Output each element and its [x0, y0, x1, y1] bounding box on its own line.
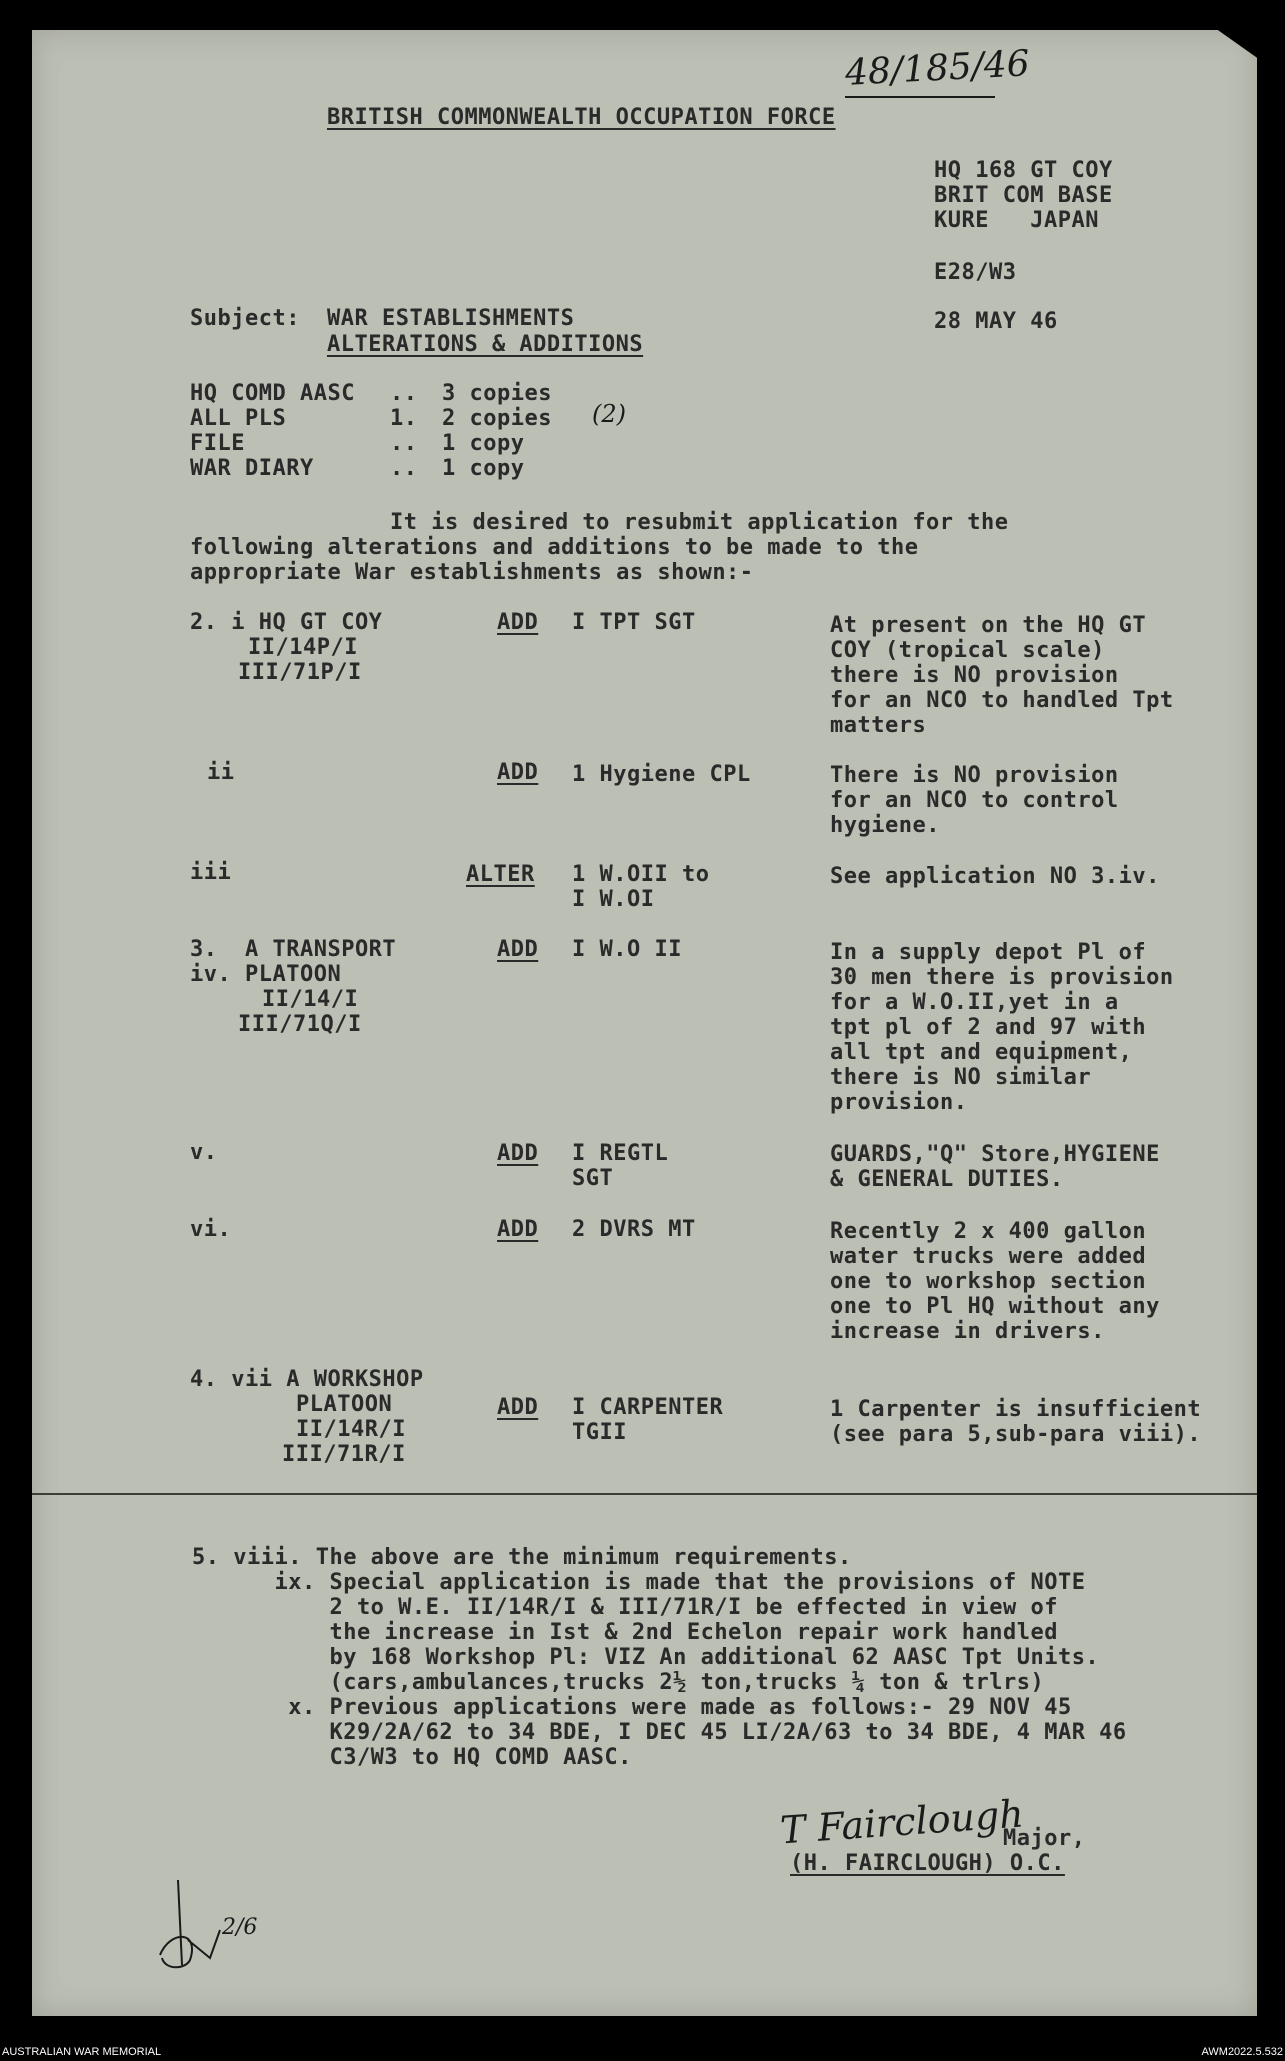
signatory-name: (H. FAIRCLOUGH) O.C. [790, 1851, 1065, 1876]
item-reference: II/14R/I [296, 1417, 406, 1442]
item-reason: increase in drivers. [830, 1319, 1105, 1344]
item-reference: vi. [190, 1217, 232, 1242]
item-reason: water trucks were added [830, 1244, 1147, 1269]
fold-line [32, 1493, 1257, 1495]
item-detail: 2 DVRS MT [572, 1217, 696, 1242]
item-detail: 1 Hygiene CPL [572, 762, 751, 787]
item-reason: hygiene. [830, 813, 940, 838]
item-detail: I REGTL [572, 1141, 669, 1166]
handwritten-signature: T Fairclough [778, 1791, 1026, 1853]
paragraph-5-line: by 168 Workshop Pl: VIZ An additional 62 AASC Tpt Units. [192, 1645, 1100, 1670]
paragraph-5-line: ix. Special application is made that the provisions of NOTE [192, 1570, 1086, 1595]
signatory-rank: Major, [1003, 1826, 1086, 1851]
item-reason: there is NO similar [830, 1065, 1092, 1090]
paragraph-5-line: the increase in Ist & 2nd Echelon repair work handled [192, 1620, 1058, 1645]
unit-address-line: BRIT COM BASE [934, 183, 1113, 208]
item-detail: I W.OI [572, 887, 655, 912]
item-reason: tpt pl of 2 and 97 with [830, 1015, 1147, 1040]
item-detail: SGT [572, 1166, 614, 1191]
item-reference: iv. PLATOON [190, 962, 342, 987]
item-reason: At present on the HQ GT [830, 613, 1147, 638]
item-reason: one to Pl HQ without any [830, 1294, 1160, 1319]
item-reason: provision. [830, 1090, 968, 1115]
item-reason: for an NCO to control [830, 788, 1119, 813]
subject-line: ALTERATIONS & ADDITIONS [327, 332, 644, 357]
unit-address-line: HQ 168 GT COY [934, 158, 1113, 183]
item-reason: 30 men there is provision [830, 965, 1174, 990]
distribution-separator: 1. [390, 406, 418, 431]
distribution-copies: 3 copies [442, 381, 552, 406]
distribution-separator: .. [390, 381, 418, 406]
distribution-recipient: HQ COMD AASC [190, 381, 355, 406]
item-reason: 1 Carpenter is insufficient [830, 1397, 1202, 1422]
subject-line: WAR ESTABLISHMENTS [327, 306, 575, 331]
item-reference: III/71Q/I [238, 1012, 362, 1037]
item-detail: I TPT SGT [572, 610, 696, 635]
distribution-separator: .. [390, 431, 418, 456]
item-detail: I CARPENTER [572, 1395, 724, 1420]
footer-accession-number: AWM2022.5.532 [1201, 2046, 1283, 2058]
item-reason: matters [830, 713, 927, 738]
item-reason: for a W.O.II,yet in a [830, 990, 1119, 1015]
item-reference: II/14/I [262, 987, 359, 1012]
paragraph-5-line: 2 to W.E. II/14R/I & III/71R/I be effected in view of [192, 1595, 1058, 1620]
item-reference: 2. i HQ GT COY [190, 610, 383, 635]
document-title: BRITISH COMMONWEALTH OCCUPATION FORCE [327, 105, 836, 130]
intro-text: following alterations and additions to be made to the [190, 535, 919, 560]
footer-institution: AUSTRALIAN WAR MEMORIAL [2, 2046, 162, 2058]
item-reference: 4. vii A WORKSHOP [190, 1367, 424, 1392]
distribution-recipient: ALL PLS [190, 406, 287, 431]
item-reason: (see para 5,sub-para viii). [830, 1422, 1202, 1447]
item-reference: 3. A TRANSPORT [190, 937, 397, 962]
distribution-copies: 2 copies [442, 406, 552, 431]
item-detail: 1 W.OII to [572, 862, 710, 887]
file-reference-underline [845, 96, 995, 98]
item-detail: TGII [572, 1420, 627, 1445]
item-reason: COY (tropical scale) [830, 638, 1105, 663]
paragraph-5-line: x. Previous applications were made as follows:- 29 NOV 45 [192, 1695, 1072, 1720]
intro-text: appropriate War establishments as shown:- [190, 560, 754, 585]
paragraph-5-line: C3/W3 to HQ COMD AASC. [192, 1745, 632, 1770]
item-reference: III/71R/I [282, 1442, 406, 1467]
item-action: ADD [497, 760, 539, 785]
item-action: ADD [497, 1395, 539, 1420]
distribution-copies: 1 copy [442, 431, 525, 456]
distribution-recipient: WAR DIARY [190, 456, 314, 481]
handwritten-file-reference: 48/185/46 [844, 43, 1031, 94]
handwritten-initials: 2/6 [222, 1915, 258, 1940]
distribution-copies: 1 copy [442, 456, 525, 481]
item-detail: I W.O II [572, 937, 682, 962]
distribution-separator: .. [390, 456, 418, 481]
item-reference: II/14P/I [248, 635, 358, 660]
document-date: 28 MAY 46 [934, 309, 1058, 334]
item-action: ADD [497, 1217, 539, 1242]
item-action: ALTER [466, 862, 535, 887]
item-reason: Recently 2 x 400 gallon [830, 1219, 1147, 1244]
item-reason: for an NCO to handled Tpt [830, 688, 1174, 713]
item-reason: one to workshop section [830, 1269, 1147, 1294]
intro-text: It is desired to resubmit application for the [390, 510, 1009, 535]
item-action: ADD [497, 937, 539, 962]
distribution-recipient: FILE [190, 431, 245, 456]
item-reference: v. [190, 1140, 218, 1165]
item-reason: In a supply depot Pl of [830, 940, 1147, 965]
item-reason: See application NO 3.iv. [830, 864, 1160, 889]
item-reason: There is NO provision [830, 763, 1119, 788]
item-reference: ii [207, 760, 235, 785]
item-action: ADD [497, 610, 539, 635]
paragraph-5-line: K29/2A/62 to 34 BDE, I DEC 45 LI/2A/63 to 34 BDE, 4 MAR 46 [192, 1720, 1127, 1745]
unit-address-line: KURE JAPAN [934, 208, 1099, 233]
item-reason: & GENERAL DUTIES. [830, 1167, 1064, 1192]
reference-number: E28/W3 [934, 260, 1017, 285]
item-action: ADD [497, 1141, 539, 1166]
item-reference: III/71P/I [238, 660, 362, 685]
item-reference: PLATOON [296, 1392, 393, 1417]
item-reason: all tpt and equipment, [830, 1040, 1133, 1065]
paragraph-5-line: 5. viii. The above are the minimum requirements. [192, 1545, 852, 1570]
item-reason: there is NO provision [830, 663, 1119, 688]
paragraph-5-line: (cars,ambulances,trucks 2½ ton,trucks ¼ ton & trlrs) [192, 1670, 1045, 1695]
subject-label: Subject: [190, 306, 300, 331]
handwritten-copy-note: (2) [592, 400, 626, 428]
item-reference: iii [190, 860, 232, 885]
item-reason: GUARDS,"Q" Store,HYGIENE [830, 1142, 1160, 1167]
